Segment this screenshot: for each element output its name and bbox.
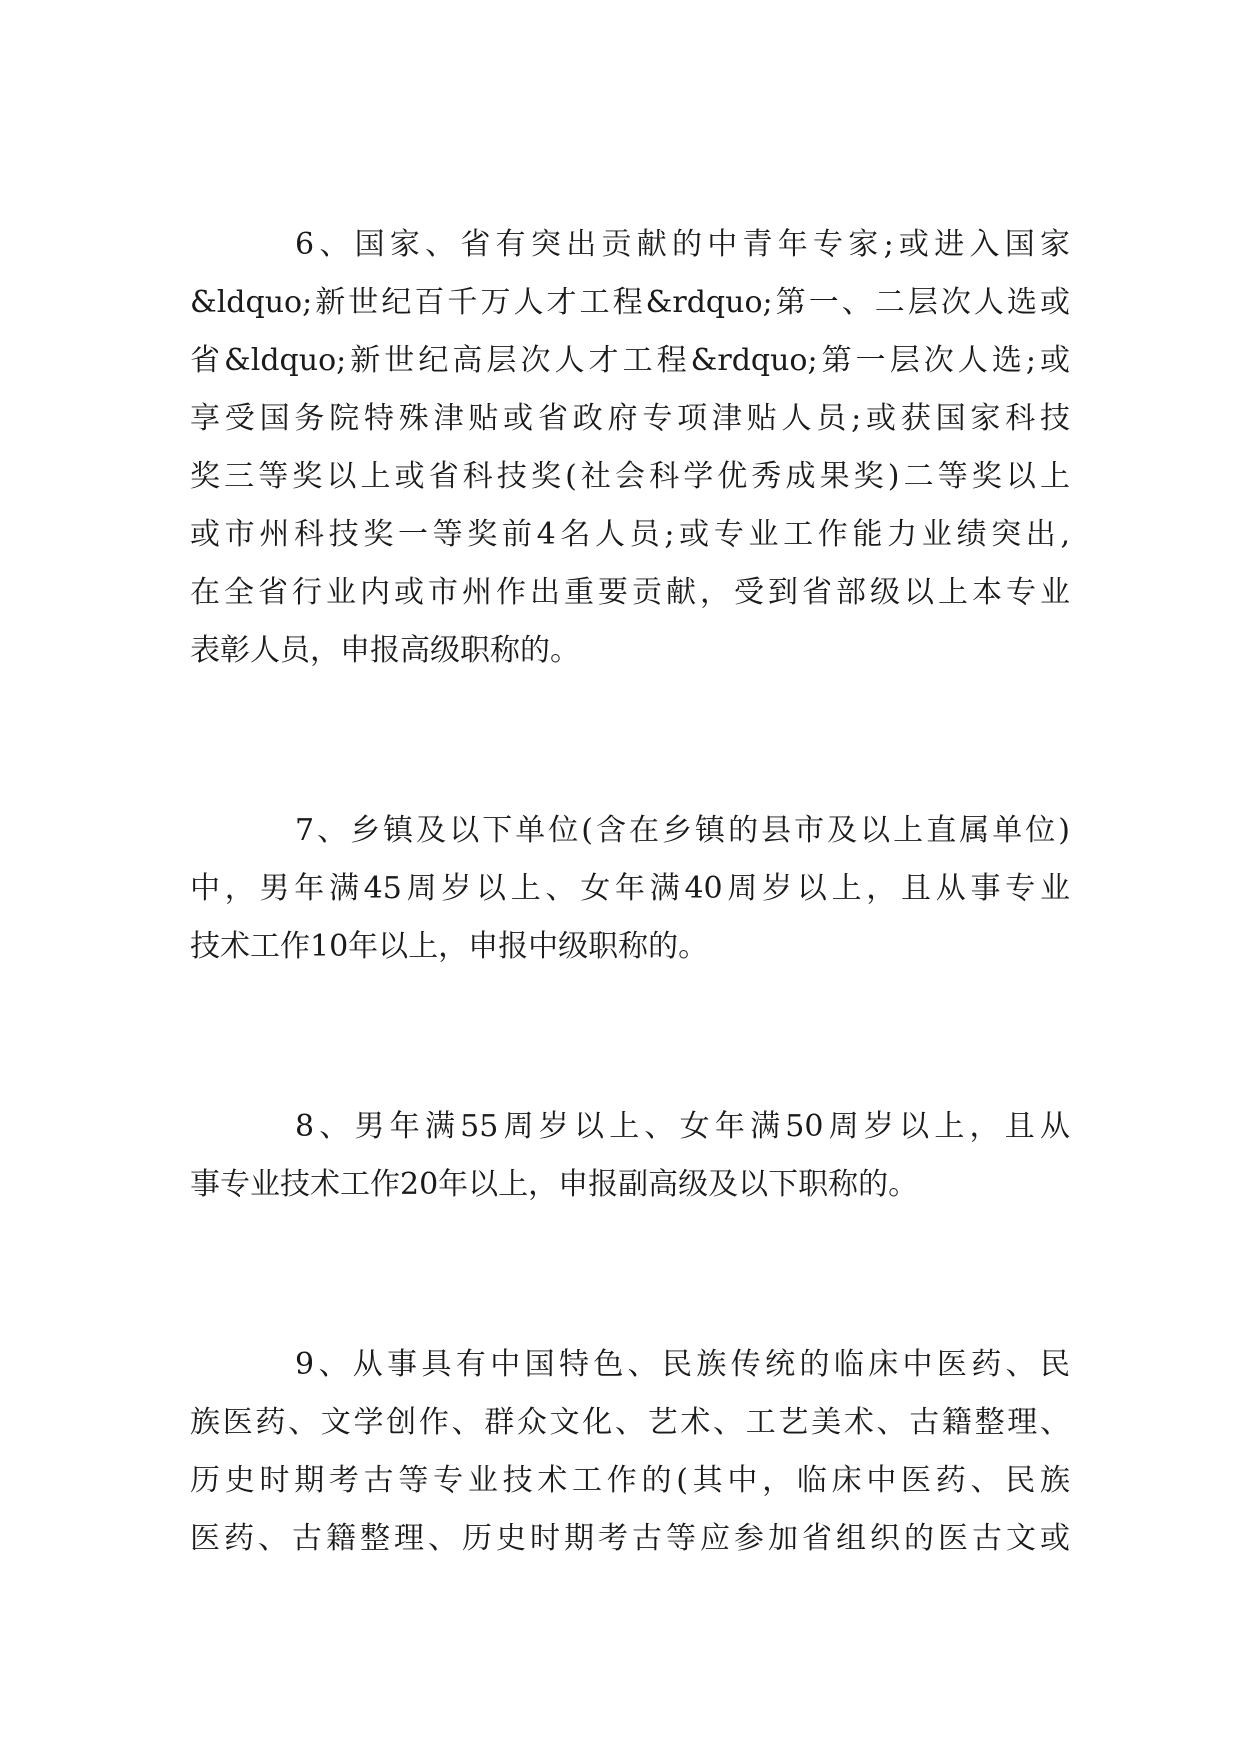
paragraph-line: 表彰人员，申报高级职称的。 bbox=[190, 633, 580, 668]
paragraph-line: 8、男年满55周岁以上、女年满50周岁以上，且从 bbox=[295, 1109, 1070, 1144]
paragraph-line: 或市州科技奖一等奖前4名人员;或专业工作能力业绩突出, bbox=[190, 517, 1070, 552]
paragraph-line: 享受国务院特殊津贴或省政府专项津贴人员;或获国家科技 bbox=[190, 401, 1070, 436]
paragraph-line: 事专业技术工作20年以上，申报副高级及以下职称的。 bbox=[190, 1167, 919, 1202]
paragraph-line: 在全省行业内或市州作出重要贡献，受到省部级以上本专业 bbox=[190, 575, 1070, 610]
paragraph-line: 奖三等奖以上或省科技奖(社会科学优秀成果奖)二等奖以上 bbox=[190, 459, 1070, 494]
paragraph-line: 中，男年满45周岁以上、女年满40周岁以上，且从事专业 bbox=[190, 871, 1070, 906]
paragraph-line: 省&ldquo;新世纪高层次人才工程&rdquo;第一层次人选;或 bbox=[190, 343, 1070, 378]
paragraph-line: &ldquo;新世纪百千万人才工程&rdquo;第一、二层次人选或 bbox=[190, 285, 1070, 320]
paragraph-line: 6、国家、省有突出贡献的中青年专家;或进入国家 bbox=[295, 227, 1070, 262]
paragraph-line: 技术工作10年以上，申报中级职称的。 bbox=[190, 929, 709, 964]
paragraph-line: 医药、古籍整理、历史时期考古等应参加省组织的医古文或 bbox=[190, 1521, 1070, 1556]
paragraph-line: 历史时期考古等专业技术工作的(其中，临床中医药、民族 bbox=[190, 1463, 1070, 1498]
paragraph-line: 7、乡镇及以下单位(含在乡镇的县市及以上直属单位) bbox=[295, 813, 1070, 848]
paragraph-line: 族医药、文学创作、群众文化、艺术、工艺美术、古籍整理、 bbox=[190, 1405, 1070, 1440]
paragraph-line: 9、从事具有中国特色、民族传统的临床中医药、民 bbox=[295, 1347, 1070, 1382]
